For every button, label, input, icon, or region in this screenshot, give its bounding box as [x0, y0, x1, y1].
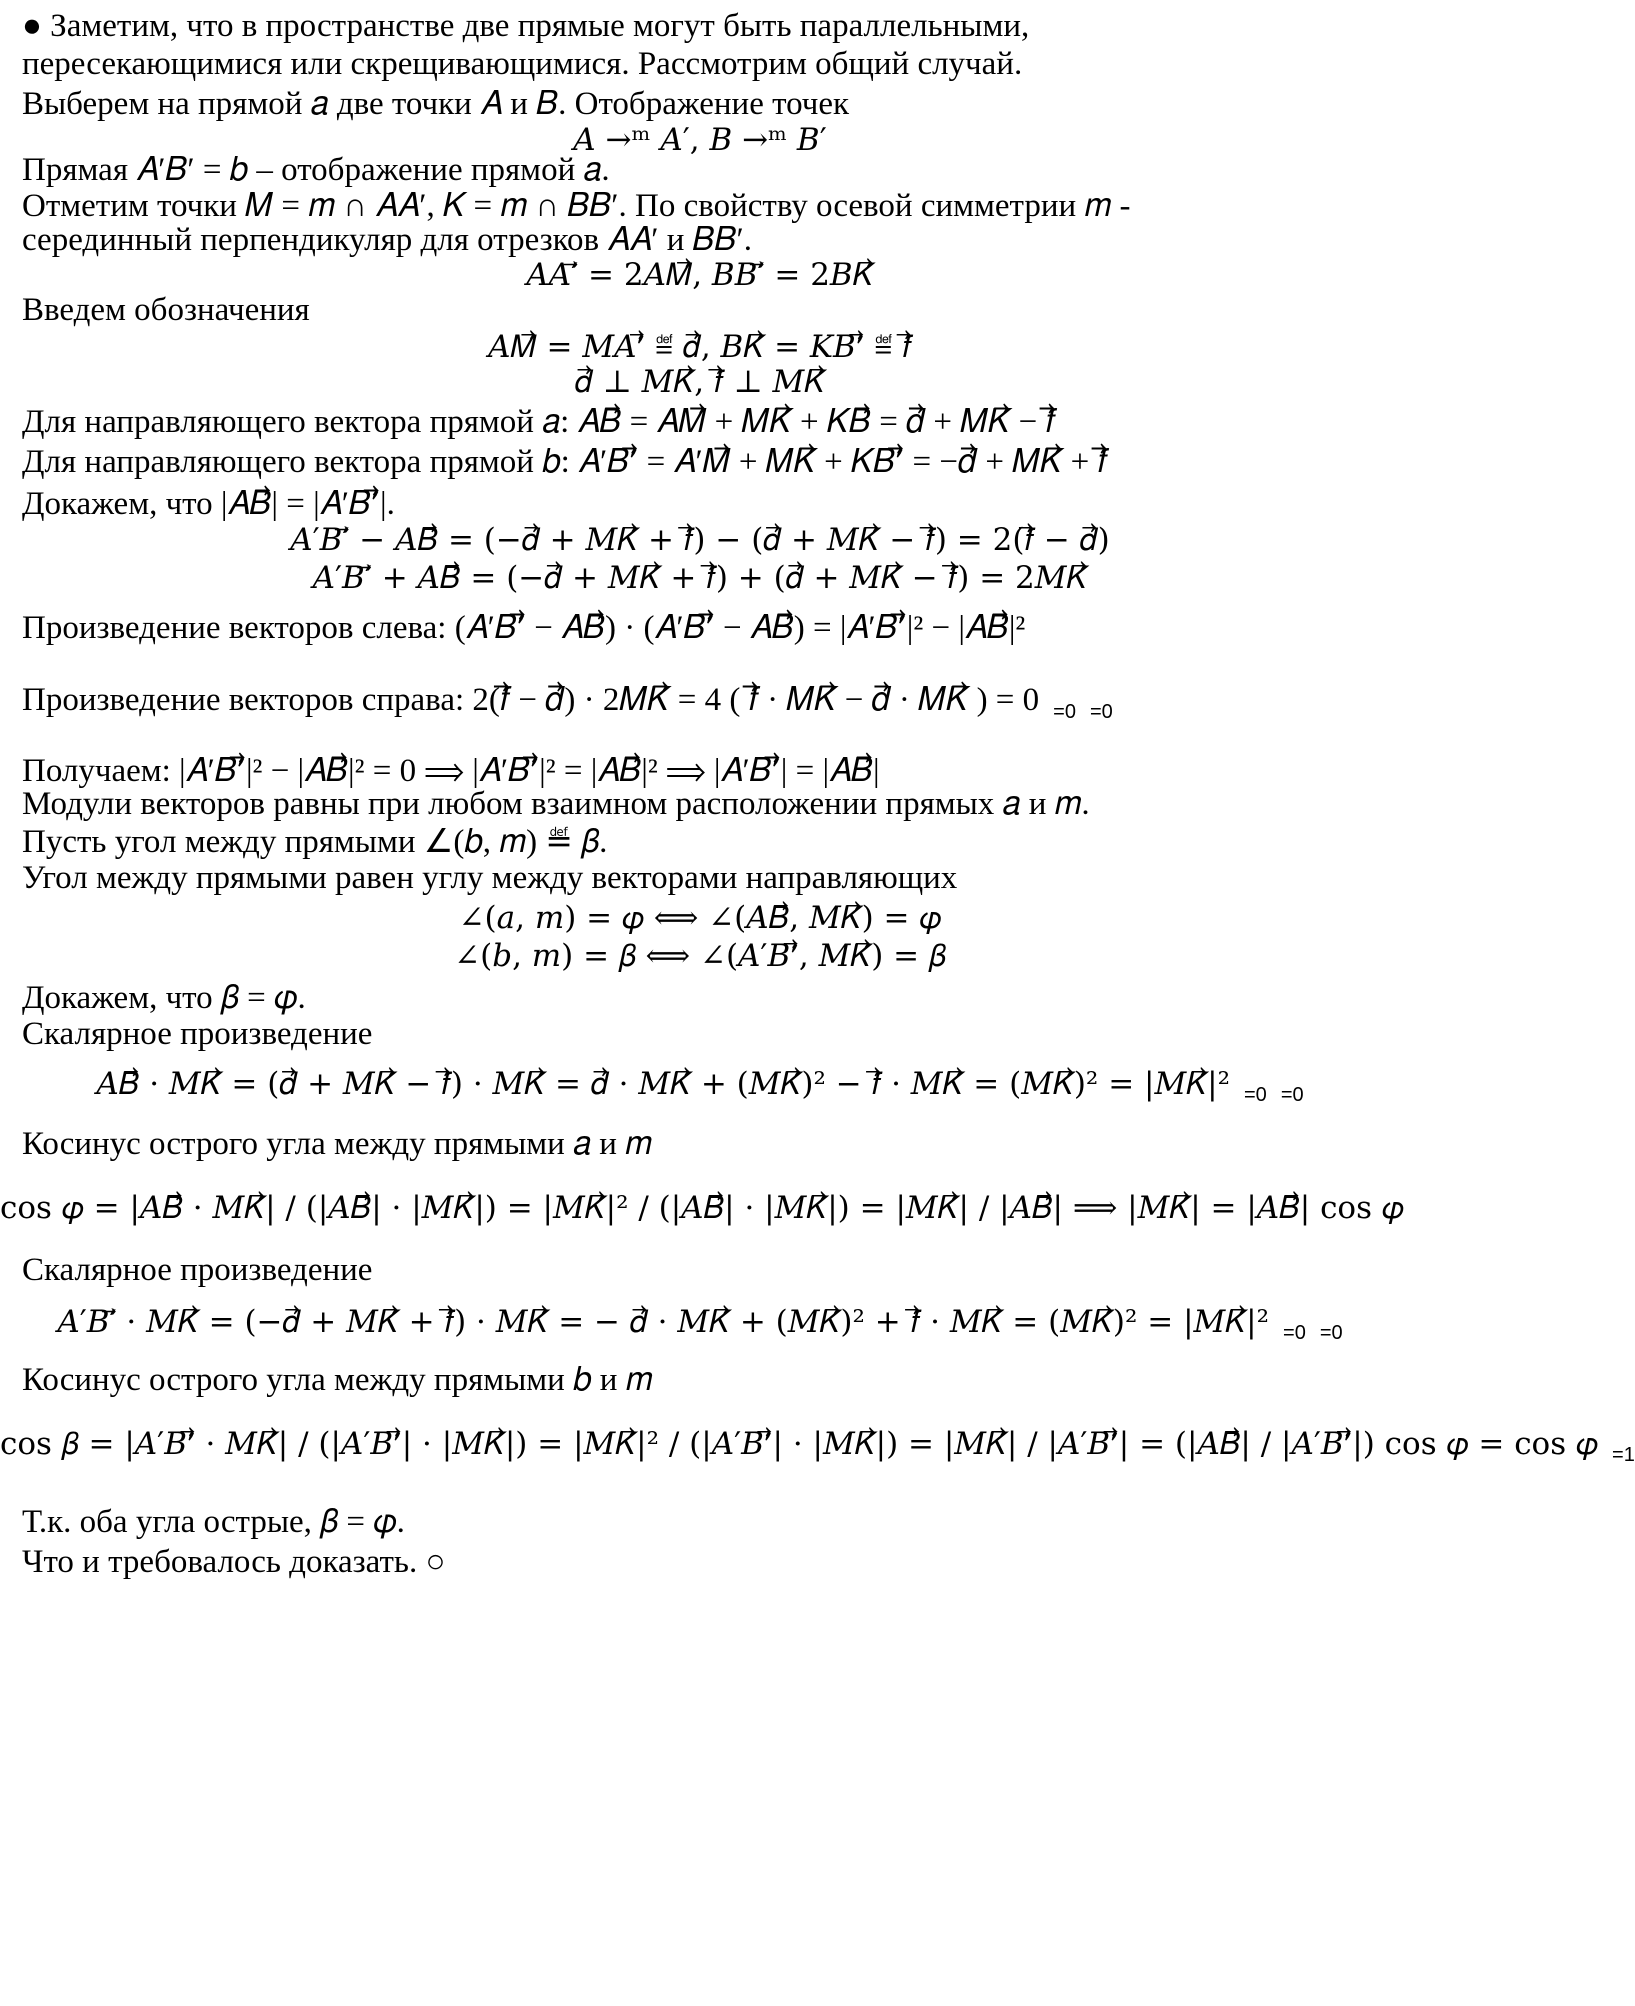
line-text: Косинус острого угла между прямыми 𝑎 и 𝑚: [22, 1126, 652, 1162]
formula-line-30: [0, 1284, 1400, 1360]
line-text: 𝐴𝑀⃗ = 𝑀𝐴′⃗ ≝ 𝑑⃗, 𝐵𝐾⃗ = 𝐾𝐵′⃗ ≝ 𝑓⃗: [488, 329, 912, 365]
underbrace-note: =0: [1319, 1322, 1343, 1345]
text-line-16: [0, 600, 1400, 656]
line-text: Косинус острого угла между прямыми 𝑏 и 𝑚: [22, 1362, 653, 1398]
line-text: Выберем на прямой 𝑎 две точки 𝐴 и 𝐵. Отображение точек: [22, 86, 850, 122]
line-text: Произведение векторов слева: (𝐴′𝐵′⃗ − 𝐴𝐵⃗) · (𝐴′𝐵′⃗ − 𝐴𝐵⃗) = |𝐴′𝐵′⃗|² − |𝐴𝐵⃗|²: [22, 610, 1026, 646]
text-line-33: [0, 1502, 1400, 1542]
text-line-34: [0, 1542, 1400, 1582]
underbrace-note: =1: [1612, 1444, 1635, 1467]
line-text: Докажем, что 𝛽 = 𝜑.: [22, 980, 306, 1016]
text-line-24: [0, 978, 1400, 1018]
line-text: ∠(𝑏, 𝑚) = 𝛽 ⟺ ∠(𝐴′𝐵′⃗, 𝑀𝐾⃗) = 𝛽: [454, 938, 946, 974]
formula-line-28: [0, 1168, 1404, 1248]
line-text: 𝐴𝐴′⃗ = 2𝐴𝑀⃗, 𝐵𝐵′⃗ = 2𝐵𝐾⃗: [526, 257, 874, 293]
line-text: cos 𝛽 = |𝐴′𝐵′⃗ · 𝑀𝐾⃗| / (|𝐴′𝐵′⃗| · |𝑀𝐾⃗|) = |𝑀𝐾⃗|² / (|𝐴′𝐵′⃗| · |𝑀𝐾⃗|) = |𝑀𝐾⃗| / |𝐴′𝐵′⃗| = (|𝐴𝐵⃗| / |𝐴′𝐵′⃗|) cos 𝜑 = cos 𝜑: [0, 1426, 1599, 1462]
text-line-0: [0, 6, 1400, 46]
line-text: Скалярное произведение: [22, 1252, 373, 1288]
line-text: Для направляющего вектора прямой 𝑏: 𝐴′𝐵′⃗ = 𝐴′𝑀⃗ + 𝑀𝐾⃗ + 𝐾𝐵′⃗ = −𝑑⃗ + 𝑀𝐾⃗ + 𝑓⃗: [22, 444, 1108, 480]
text-line-20: [0, 822, 1400, 862]
line-text: Докажем, что |𝐴𝐵⃗| = |𝐴′𝐵′⃗|.: [22, 486, 395, 522]
underbrace-note: =0: [1089, 700, 1113, 723]
line-text: серединный перпендикуляр для отрезков 𝐴𝐴′ и 𝐵𝐵′.: [22, 222, 752, 258]
line-text: Произведение векторов справа: 2(𝑓⃗ − 𝑑⃗) · 2𝑀𝐾⃗ = 4 ( 𝑓⃗ · 𝑀𝐾⃗ − 𝑑⃗ · 𝑀𝐾⃗ ) = 0: [22, 682, 1040, 718]
line-text: Прямая 𝐴′𝐵′ = 𝑏 – отображение прямой 𝑎.: [22, 152, 610, 188]
formula-line-15: [0, 556, 1400, 600]
line-text: Угол между прямыми равен углу между векторами направляющих: [22, 860, 958, 896]
underbrace-note: =0: [1283, 1322, 1306, 1345]
text-line-2: [0, 84, 1400, 124]
formula-line-23: [0, 934, 1400, 978]
line-text: ● Заметим, что в пространстве две прямые могут быть параллельными,: [22, 8, 1030, 44]
text-line-17: [0, 660, 1400, 740]
line-text: Введем обозначения: [22, 292, 310, 328]
text-line-12: [0, 440, 1400, 484]
line-text: Пусть угол между прямыми ∠(𝑏, 𝑚) ≝ 𝛽.: [22, 824, 608, 860]
formula-line-32: [0, 1394, 1635, 1494]
underbrace-note: =0: [1280, 1084, 1304, 1107]
line-text: Получаем: |𝐴′𝐵′⃗|² − |𝐴𝐵⃗|² = 0 ⟹ |𝐴′𝐵′⃗|² = |𝐴𝐵⃗|² ⟹ |𝐴′𝐵′⃗| = |𝐴𝐵⃗|: [22, 753, 880, 789]
text-line-21: [0, 858, 1400, 898]
text-line-27: [0, 1124, 1400, 1164]
line-text: Что и требовалось доказать. ○: [22, 1544, 446, 1580]
line-text: пересекающимися или скрещивающимися. Рассмотрим общий случай.: [22, 46, 1023, 82]
line-text: 𝐴′𝐵′⃗ · 𝑀𝐾⃗ = (−𝑑⃗ + 𝑀𝐾⃗ + 𝑓⃗) · 𝑀𝐾⃗ = − 𝑑⃗ · 𝑀𝐾⃗ + (𝑀𝐾⃗)² + 𝑓⃗ · 𝑀𝐾⃗ = (𝑀𝐾⃗)² = |𝑀𝐾⃗|²: [57, 1304, 1270, 1340]
line-text: Модули векторов равны при любом взаимном расположении прямых 𝑎 и 𝑚.: [22, 786, 1090, 822]
text-line-11: [0, 400, 1400, 444]
underbrace-note: =0: [1053, 700, 1076, 723]
underbrace-note: =0: [1244, 1084, 1267, 1107]
line-text: 𝑑⃗ ⊥ 𝑀𝐾⃗, 𝑓⃗ ⊥ 𝑀𝐾⃗: [574, 364, 826, 400]
line-text: ∠(𝑎, 𝑚) = 𝜑 ⟺ ∠(𝐴𝐵⃗, 𝑀𝐾⃗) = 𝜑: [458, 900, 942, 936]
line-text: 𝐴′𝐵′⃗ + 𝐴𝐵⃗ = (−𝑑⃗ + 𝑀𝐾⃗ + 𝑓⃗) + (𝑑⃗ + 𝑀𝐾⃗ − 𝑓⃗) = 2𝑀𝐾⃗: [312, 560, 1088, 596]
formula-line-26: [0, 1046, 1400, 1122]
text-line-19: [0, 784, 1400, 824]
line-text: 𝐴 →ᵐ 𝐴′, 𝐵 →ᵐ 𝐵′: [573, 122, 827, 158]
line-text: Т.к. оба угла острые, 𝛽 = 𝜑.: [22, 1504, 405, 1540]
formula-line-10: [0, 362, 1400, 402]
text-line-4: [0, 150, 1400, 190]
line-text: cos 𝜑 = |𝐴𝐵⃗ · 𝑀𝐾⃗| / (|𝐴𝐵⃗| · |𝑀𝐾⃗|) = |𝑀𝐾⃗|² / (|𝐴𝐵⃗| · |𝑀𝐾⃗|) = |𝑀𝐾⃗| / |𝐴𝐵⃗| ⟹ |𝑀𝐾⃗| = |𝐴𝐵⃗| cos 𝜑: [0, 1190, 1404, 1226]
text-line-1: [0, 44, 1400, 84]
line-text: Для направляющего вектора прямой 𝑎: 𝐴𝐵⃗ = 𝐴𝑀⃗ + 𝑀𝐾⃗ + 𝐾𝐵⃗ = 𝑑⃗ + 𝑀𝐾⃗ − 𝑓⃗: [22, 404, 1056, 440]
line-text: 𝐴𝐵⃗ · 𝑀𝐾⃗ = (𝑑⃗ + 𝑀𝐾⃗ − 𝑓⃗) · 𝑀𝐾⃗ = 𝑑⃗ · 𝑀𝐾⃗ + (𝑀𝐾⃗)² − 𝑓⃗ · 𝑀𝐾⃗ = (𝑀𝐾⃗)² = |𝑀𝐾⃗|²: [96, 1066, 1230, 1102]
line-text: 𝐴′𝐵′⃗ − 𝐴𝐵⃗ = (−𝑑⃗ + 𝑀𝐾⃗ + 𝑓⃗) − (𝑑⃗ + 𝑀𝐾⃗ − 𝑓⃗) = 2(𝑓⃗ − 𝑑⃗): [290, 522, 1110, 558]
line-text: Отметим точки 𝑀 = 𝑚 ∩ 𝐴𝐴′, 𝐾 = 𝑚 ∩ 𝐵𝐵′. По свойству осевой симметрии 𝑚 -: [22, 188, 1131, 224]
line-text: Скалярное произведение: [22, 1016, 373, 1052]
